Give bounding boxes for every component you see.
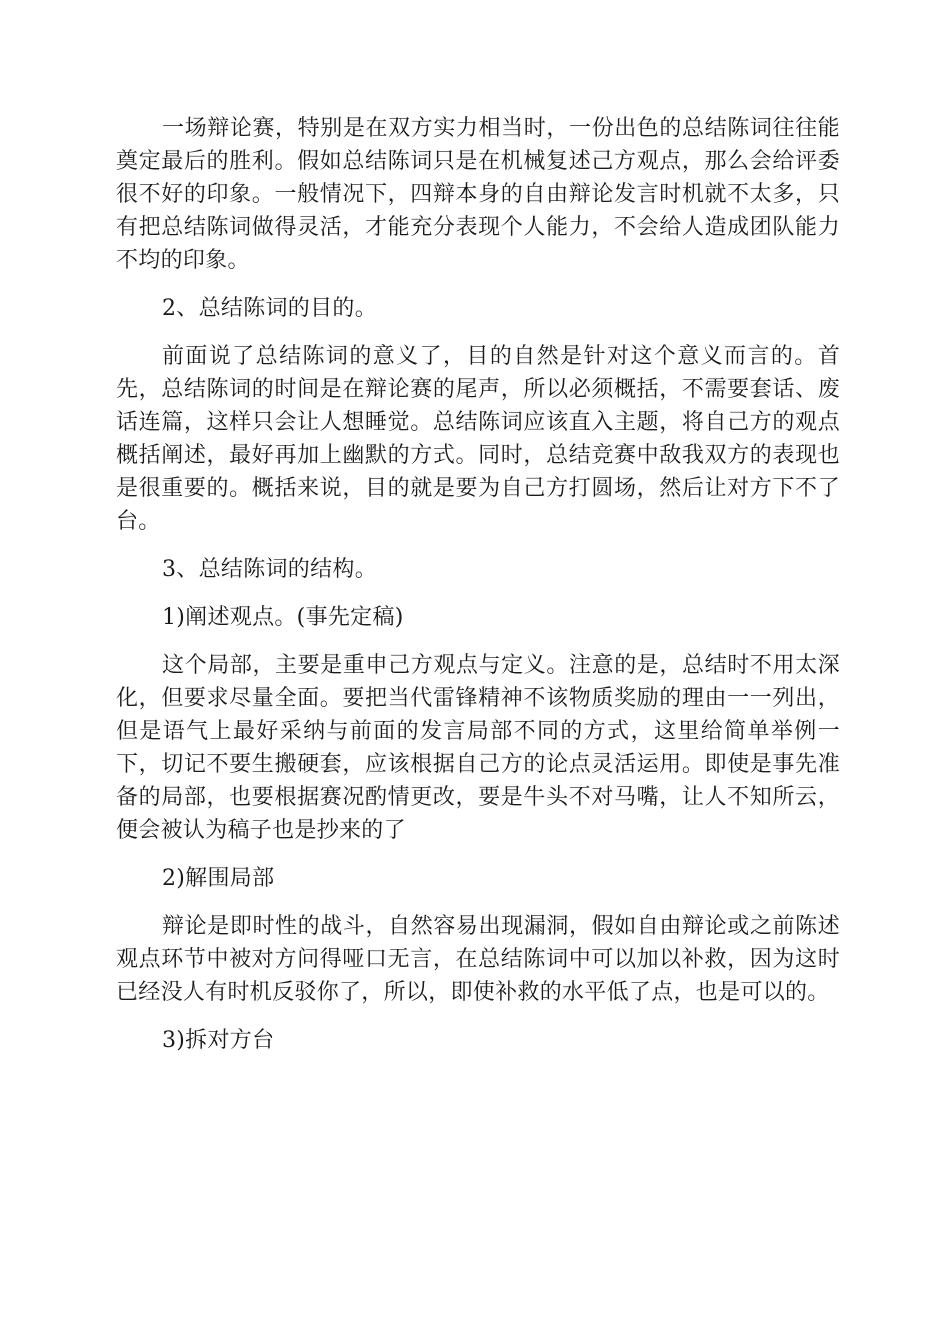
rescue-paragraph: 辩论是即时性的战斗，自然容易出现漏洞，假如自由辩论或之前陈述观点环节中被对方问得哑口无言，在总结陈词中可以加以补救，因为这时已经没人有时机反驳你了，所以，即使补救的水平低了点，也是可以的。 [116, 914, 840, 1005]
viewpoint-paragraph: 这个局部，主要是重申己方观点与定义。注意的是，总结时不用太深化，但要求尽量全面。要把当代雷锋精神不该物质奖励的理由一一列出，但是语气上最好采纳与前面的发言局部不同的方式，这里给简单举例一下，切记不要生搬硬套，应该根据自己方的论点灵活运用。即使是事先准备的局部，也要根据赛况酌情更改，要是牛头不对马嘴，让人不知所云，便会被认为稿子也是抄来的了 [116, 653, 840, 843]
intro-paragraph: 一场辩论赛，特别是在双方实力相当时，一份出色的总结陈词往往能奠定最后的胜利。假如总结陈词只是在机械复述己方观点，那么会给评委很不好的印象。一般情况下，四辩本身的自由辩论发言时机就不太多，只有把总结陈词做得灵活，才能充分表现个人能力，不会给人造成团队能力不均的印象。 [116, 116, 840, 273]
subheading-rescue: 2)解围局部 [162, 866, 275, 891]
subheading-state-viewpoint: 1)阐述观点。(事先定稿) [162, 605, 404, 630]
purpose-paragraph: 前面说了总结陈词的意义了，目的自然是针对这个意义而言的。首先，总结陈词的时间是在辩论赛的尾声，所以必须概括，不需要套话、废话连篇，这样只会让人想睡觉。总结陈词应该直入主题，将自己方的观点概括阐述，最好再加上幽默的方式。同时，总结竞赛中敌我双方的表现也是很重要的。概括来说，目的就是要为自己方打圆场，然后让对方下不了台。 [116, 344, 840, 534]
section-heading-structure: 3、总结陈词的结构。 [162, 557, 377, 582]
subheading-rebut-opponent: 3)拆对方台 [162, 1028, 275, 1053]
section-heading-purpose: 2、总结陈词的目的。 [162, 296, 377, 321]
